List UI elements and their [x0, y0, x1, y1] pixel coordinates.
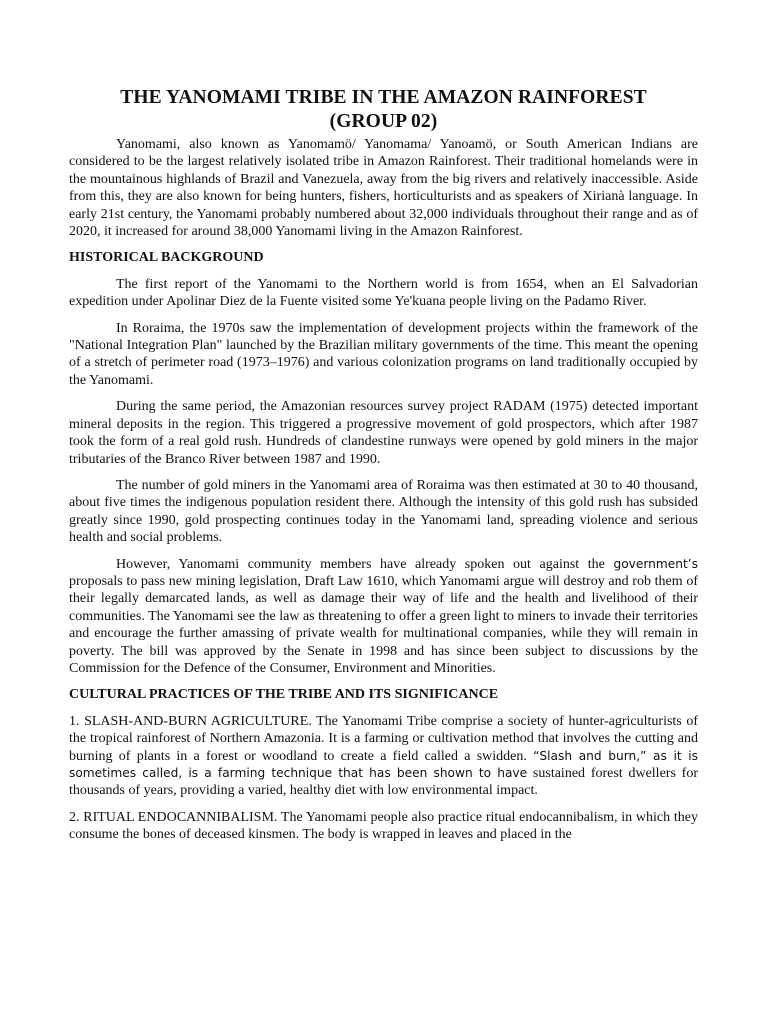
document-title [69, 86, 698, 134]
paragraph-5-end: proposals to pass new mining legislation, Draft Law 1610, which Yanomami argue will destroy and rob them of their legally demarcated lands, as well as damage their way of life and the health and livelihood of their communities. The Yanomami see the law as threatening to offer a green light to miners to invade their territories and encourage the further amassing of private wealth for multinational companies, while they will remain in poverty. The bill was approved by the Senate in 1998 and has since been subject to discussions by the Commission for the Defence of the Consumer, Environment and Minorities. [69, 573, 698, 676]
cultural-practices-heading: CULTURAL PRACTICES OF THE TRIBE AND ITS SIGNIFICANCE [69, 687, 499, 703]
title-line-2: (GROUP 02) [329, 111, 438, 132]
item-1-sans: “Slash and burn,” as it is sometimes called, is a farming technique that has been shown to have [69, 748, 698, 780]
historical-paragraph-3: During the same period, the Amazonian resources survey project RADAM (1975) detected important mineral deposits in the region. This triggered a progressive movement of gold prospectors, which after 1987 took the form of a real gold rush. Hundreds of clandestine runways were opened by gold miners in the major tributaries of the Branco River between 1987 and 1990. [69, 399, 698, 467]
historical-paragraph-2: In Roraima, the 1970s saw the implementation of development projects within the framework of the "National Integration Plan" launched by the Brazilian military governments of the time. This meant the opening of a stretch of perimeter road (1973–1976) and various colonization programs on land traditionally occupied by the Yanomami. [69, 320, 698, 388]
paragraph-5-start: However, Yanomami community members have already spoken out against the [116, 556, 614, 572]
cultural-item-2: 2. RITUAL ENDOCANNIBALISM. The Yanomami people also practice ritual endocannibalism, in which they consume the bones of deceased kinsmen. The body is wrapped in leaves and placed in the [69, 809, 698, 843]
document-page [69, 86, 698, 844]
intro-paragraph: Yanomami, also known as Yanomamö/ Yanomama/ Yanoamö, or South American Indians are considered to be the largest relatively isolated tribe in Amazon Rainforest. Their traditional homelands were in the mountainous highlands of Brazil and Vanezuela, away from the big rivers and relatively inaccessible. Aside from this, they are also known for being hunters, fishers, horticulturists and as speakers of Xirianà language. In early 21st century, the Yanomami probably numbered about 32,000 individuals throughout their range and as of 2020, it increased for around 38,000 Yanomami living in the Amazon Rainforest. [69, 137, 698, 240]
item-1-end: sustained forest dwellers for thousands of years, providing a varied, healthy diet with low environmental impact. [69, 766, 699, 799]
cultural-item-1 [69, 713, 698, 800]
item-1-start: 1. SLASH-AND-BURN AGRICULTURE. The Yanomami Tribe comprise a society of hunter-agriculturists of the tropical rainforest of Northern Amazonia. It is a farming or cultivation method that involves the cutting and burning of plants in a forest or woodland to create a field called a swidden. [69, 713, 698, 764]
historical-paragraph-5 [69, 556, 698, 678]
historical-background-heading: HISTORICAL BACKGROUND [69, 250, 264, 266]
title-line-1: THE YANOMAMI TRIBE IN THE AMAZON RAINFOREST [120, 87, 647, 108]
historical-paragraph-1: The first report of the Yanomami to the Northern world is from 1654, when an El Salvadorian expedition under Apolinar Diez de la Fuente visited some Ye'kuana people living on the Padamo River. [69, 276, 698, 310]
paragraph-5-sans: government’s [613, 556, 698, 571]
historical-paragraph-4: The number of gold miners in the Yanomami area of Roraima was then estimated at 30 to 40 thousand, about five times the indigenous population resident there. Although the intensity of this gold rush has subsided greatly since 1990, gold prospecting continues today in the Yanomami land, spreading violence and serious health and social problems. [69, 477, 698, 546]
